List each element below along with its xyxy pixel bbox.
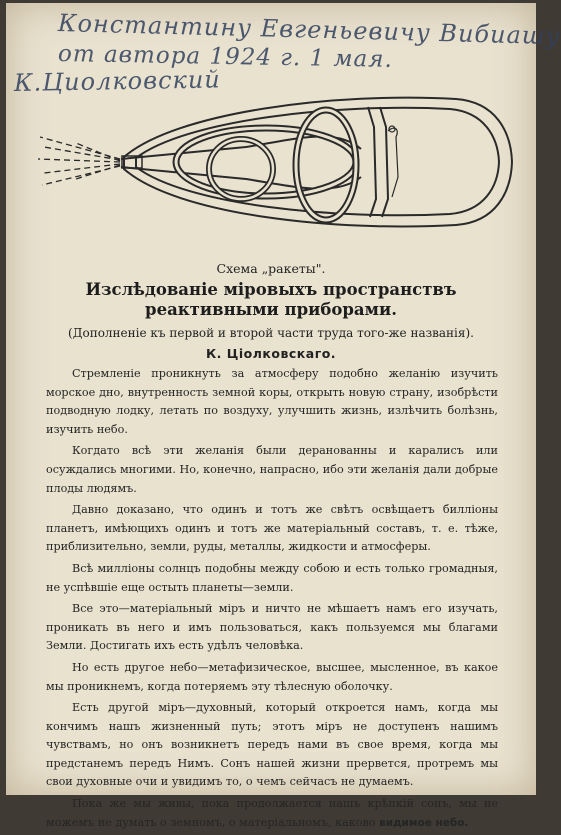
- article-body: [46, 365, 498, 835]
- article-subtitle: (Дополненіе къ первой и второй части труда того-же названія).: [68, 326, 474, 340]
- paragraph: Но есть другое небо—метафизическое, высшее, мысленное, въ какое мы проникнемъ, когда потеряемъ эту тѣлесную оболочку.: [46, 660, 498, 693]
- article-title: Изслѣдованіе міровыхъ пространствъ реактивными приборами.: [85, 280, 457, 319]
- book-page: [6, 3, 561, 829]
- handwritten-signature: К.Циолковский: [13, 65, 221, 97]
- handwritten-dedication-line2: от автора 1924 г. 1 мая.: [57, 41, 394, 73]
- paragraph: Когдато всѣ эти желанія были деранованны и каралисъ или осуждались многими. Но, конечно, напрасно, ибо эти желанія дали добрые плоды людямъ.: [46, 444, 498, 495]
- paragraph: Все это—матеріальный міръ и ничто не мѣшаетъ намъ его изучать, проникать въ него и имъ пользоваться, какъ пользуемся мы благами Земли. Достигать ихъ есть удѣлъ человѣка.: [46, 602, 498, 653]
- paragraph: Давно доказано, что одинъ и тотъ же свѣтъ освѣщаетъ билліоны планетъ, имѣющихъ одинъ и тотъ же матеріальный составъ, т. е. тѣже, приблизительно, земли, руды, металлы, жидкости и атмосферы.: [46, 503, 498, 554]
- handwritten-dedication-line1: Константину Евгеньевичу Вибиашу: [57, 9, 561, 51]
- article-author: К. Ціолковскаго.: [205, 346, 337, 361]
- paragraph: Есть другой міръ—духовный, который откроется намъ, когда мы кончимъ нашъ жизненный путь; этотъ міръ не доступенъ нашимъ чувствамъ, но онъ возникнетъ передъ нами въ свое время, когда мы предстанемъ передъ Нимъ. Сонъ нашей жизни прервется, протремъ мы свои духовные очи и увидимъ то, о чемъ сейчасъ не думаемъ.: [46, 701, 498, 789]
- emphasized-phrase: видимое небо.: [379, 816, 469, 829]
- paragraph: Стремленіе проникнуть за атмосферу подобно желанію изучить морское дно, внутренность земной коры, открыть новую страну, изобрѣсти подводную лодку, летать по воздуху, улучшить жизнь, излѣчить болѣзнь, изучить небо.: [46, 367, 498, 436]
- paragraph: Всѣ милліоны солнцъ подобны между собою и есть только громадныя, не успѣвшіе еще остыть планеты—земли.: [46, 561, 498, 594]
- paragraph-last: [46, 795, 498, 832]
- rocket-schematic-illustration: [36, 87, 516, 247]
- paragraph-last-text: Пока же мы живы, пока продолжается нашъ крѣпкій сонъ, мы не можемъ не думать о земномъ, о матеріальномъ, каково: [46, 797, 498, 829]
- figure-caption: Схема „ракеты".: [216, 261, 326, 276]
